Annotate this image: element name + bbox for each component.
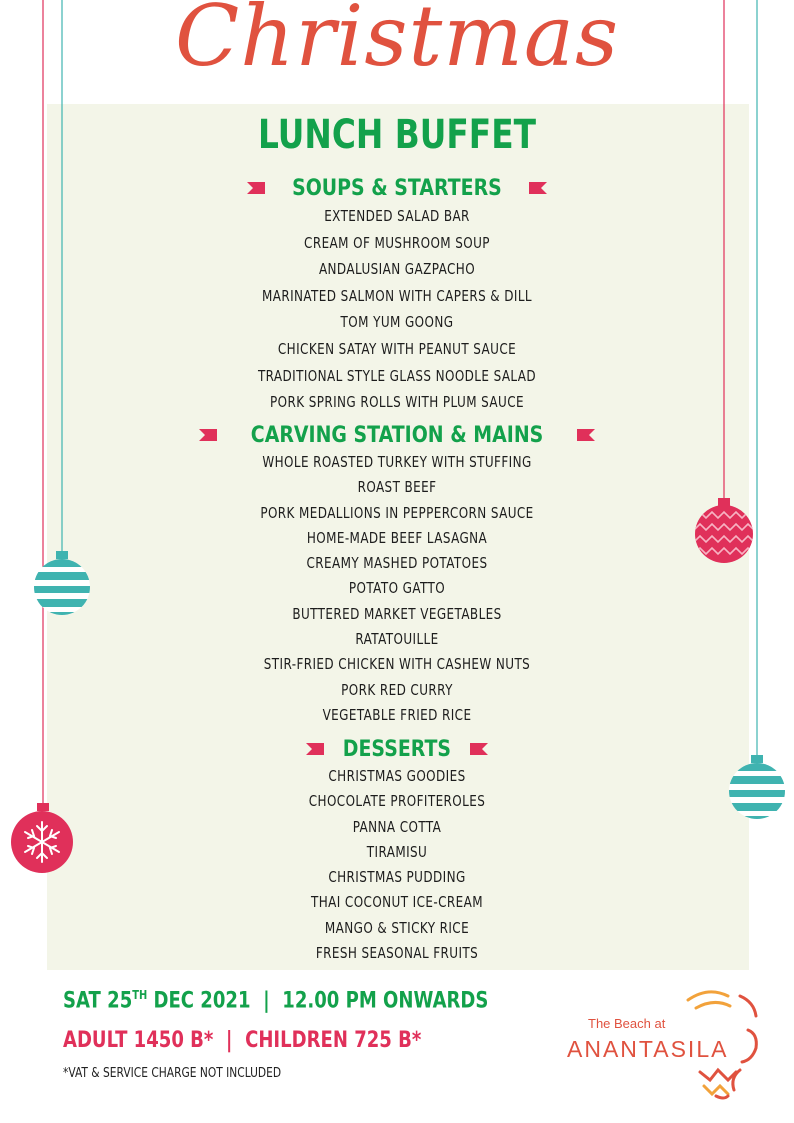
- separator: |: [263, 988, 270, 1014]
- menu-item: TRADITIONAL STYLE GLASS NOODLE SALAD: [257, 366, 537, 385]
- ribbon-left-icon: [199, 429, 217, 441]
- separator: |: [225, 1028, 233, 1053]
- section-carving-mains: [0, 420, 794, 728]
- children-price: CHILDREN 725 B*: [245, 1028, 422, 1053]
- section-title: [0, 173, 794, 203]
- subtitle-lunch-buffet: LUNCH BUFFET: [257, 112, 536, 158]
- adult-price: ADULT 1450 B*: [63, 1028, 214, 1053]
- menu-item: CHOCOLATE PROFITEROLES: [308, 792, 486, 811]
- logo-tagline: The Beach at: [588, 1016, 666, 1031]
- menu-item: STIR-FRIED CHICKEN WITH CASHEW NUTS: [263, 655, 531, 674]
- menu-item: CHRISTMAS GOODIES: [328, 767, 466, 785]
- section-soups-starters: [0, 173, 794, 416]
- menu-item: PORK RED CURRY: [341, 680, 453, 699]
- menu-item: CHICKEN SATAY WITH PEANUT SAUCE: [277, 339, 517, 358]
- menu-item: BUTTERED MARKET VEGETABLES: [292, 604, 502, 623]
- menu-item: PANNA COTTA: [352, 817, 442, 836]
- menu-item: CHRISTMAS PUDDING: [328, 868, 466, 887]
- section-title: [0, 734, 794, 764]
- menu-item: THAI COCONUT ICE-CREAM: [311, 893, 483, 912]
- section-desserts: [0, 734, 794, 966]
- menu-item: FRESH SEASONAL FRUITS: [315, 944, 479, 963]
- section-title-text: CARVING STATION & MAINS: [250, 422, 544, 448]
- event-date-day: SAT 25: [63, 988, 133, 1014]
- menu-item: VEGETABLE FRIED RICE: [322, 705, 472, 724]
- menu-item: PORK SPRING ROLLS WITH PLUM SAUCE: [270, 393, 524, 412]
- menu-item: WHOLE ROASTED TURKEY WITH STUFFING: [262, 453, 532, 471]
- event-date-rest: DEC 2021: [153, 988, 251, 1014]
- section-title-text: SOUPS & STARTERS: [292, 175, 502, 201]
- event-date-time: [63, 988, 488, 1013]
- menu-item: TOM YUM GOONG: [340, 313, 454, 332]
- menu-item: RATATOUILLE: [355, 630, 439, 649]
- event-prices: [63, 1028, 421, 1053]
- event-date-suffix: TH: [132, 988, 148, 1002]
- ribbon-left-icon: [306, 743, 324, 755]
- menu-item: ROAST BEEF: [357, 478, 437, 497]
- ribbon-right-icon: [470, 743, 488, 755]
- menu-item: CREAM OF MUSHROOM SOUP: [304, 233, 490, 252]
- section-title: [0, 420, 794, 450]
- menu-item: HOME-MADE BEEF LASAGNA: [306, 528, 488, 547]
- menu-item: PORK MEDALLIONS IN PEPPERCORN SAUCE: [260, 503, 534, 522]
- menu-item: MARINATED SALMON WITH CAPERS & DILL: [261, 286, 533, 305]
- vat-note: *VAT & SERVICE CHARGE NOT INCLUDED: [63, 1066, 282, 1081]
- menu-item: MANGO & STICKY RICE: [324, 918, 470, 937]
- menu-item: POTATO GATTO: [348, 579, 446, 598]
- section-title-text: DESSERTS: [342, 736, 452, 762]
- ribbon-left-icon: [247, 182, 265, 194]
- logo-name: ANANTASILA: [567, 1036, 729, 1062]
- title-christmas: Christmas: [174, 0, 620, 85]
- menu-item: ANDALUSIAN GAZPACHO: [318, 260, 476, 279]
- ribbon-right-icon: [577, 429, 595, 441]
- event-time: 12.00 PM ONWARDS: [282, 988, 489, 1014]
- ribbon-right-icon: [529, 182, 547, 194]
- menu-item: EXTENDED SALAD BAR: [324, 207, 470, 225]
- menu-item: CREAMY MASHED POTATOES: [306, 554, 488, 573]
- menu-item: TIRAMISU: [366, 842, 428, 861]
